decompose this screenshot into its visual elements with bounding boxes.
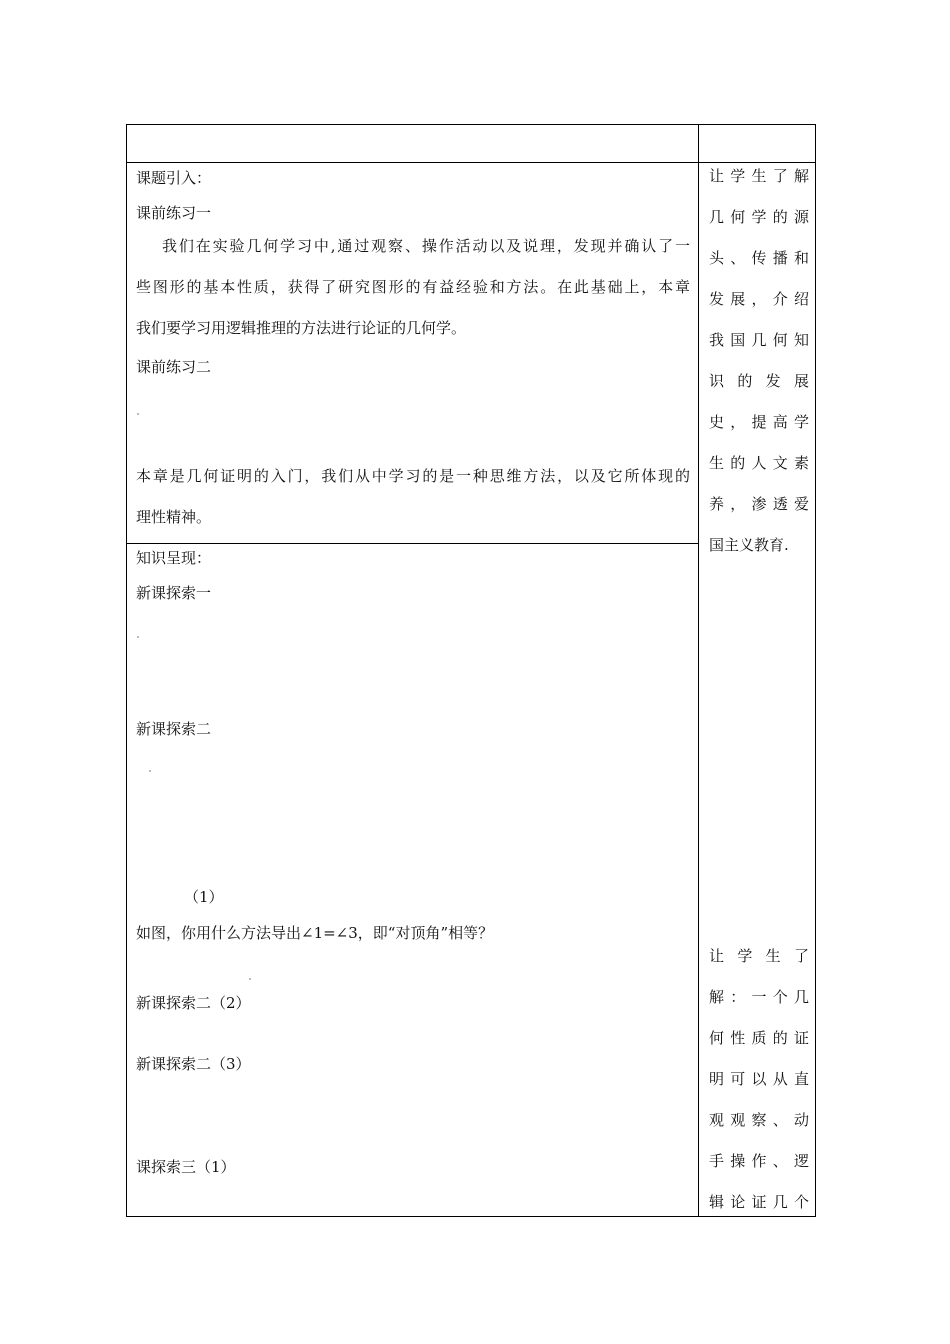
side-note-2-line: 明可以从直 [709,1070,809,1088]
side-note-1-line: 发展，介绍 [709,290,809,308]
side-note-1-line: 史，提高学 [709,413,809,431]
table-border-left [126,124,127,1217]
practice1-paragraph [136,226,690,349]
explore2-2-title: 新课探索二（2） [136,994,251,1012]
explore2-3-title: 新课探索二（3） [136,1055,251,1073]
side-note-2-line: 手操作、逻 [709,1152,809,1170]
summary-line-1: 本章是几何证明的入门，我们从中学习的是一种思维方法，以及它所体现的 [136,467,690,485]
side-note-1-line: 几何学的源 [709,208,809,226]
angle-question: 如图，你用什么方法导出∠1=∠3，即“对顶角”相等？ [136,924,494,942]
side-note-2 [709,936,809,1223]
table-border-top [126,124,816,125]
side-note-1-line: 国主义教育. [709,536,789,554]
practice1-line-3: 我们要学习用逻辑推理的方法进行论证的几何学。 [136,319,467,337]
column-divider [698,124,699,1217]
image-placeholder-mark [137,413,139,415]
practice1-title: 课前练习一 [136,204,212,222]
side-note-1-line: 让学生了解 [709,167,809,185]
side-note-1-line: 养，渗透爱 [709,495,809,513]
image-placeholder-mark [249,978,251,980]
summary-paragraph [136,456,690,538]
explore1-title: 新课探索一 [136,584,212,602]
side-note-1 [709,156,809,566]
side-note-1-line: 识的发展 [709,372,809,390]
explore3-1-title: 课探索三（1） [136,1158,236,1176]
side-note-2-line: 让学生了 [709,947,809,965]
explore2-title: 新课探索二 [136,720,212,738]
practice2-title: 课前练习二 [136,358,212,376]
image-placeholder-mark [137,636,139,638]
intro-heading: 课题引入： [136,169,212,187]
side-note-2-line: 何性质的证 [709,1029,809,1047]
summary-line-2: 理性精神。 [136,508,212,526]
row-divider-knowledge [126,543,699,544]
knowledge-heading: 知识呈现： [136,549,212,567]
figure-label: （1） [184,888,224,906]
side-note-2-line: 观观察、动 [709,1111,809,1129]
table-border-right [815,124,816,1217]
image-placeholder-mark [149,770,151,772]
side-note-1-line: 头、传播和 [709,249,809,267]
side-note-2-line: 辑论证几个 [709,1193,809,1211]
side-note-1-line: 我国几何知 [709,331,809,349]
side-note-2-line: 解：一个几 [709,988,809,1006]
side-note-1-line: 生的人文素 [709,454,809,472]
practice1-line-1: 我们在实验几何学习中,通过观察、操作活动以及说理，发现并确认了一 [162,237,690,255]
practice1-line-2: 些图形的基本性质，获得了研究图形的有益经验和方法。在此基础上，本章 [136,278,690,296]
